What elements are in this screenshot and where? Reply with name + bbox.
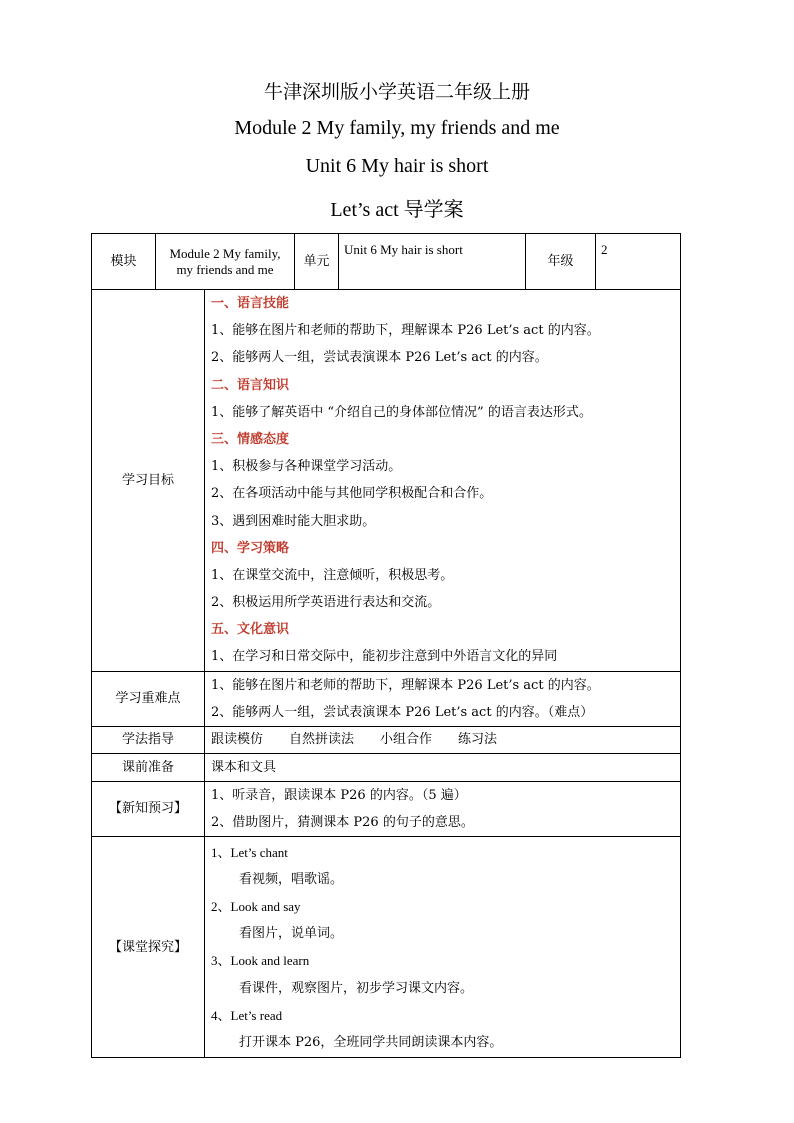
- table-row: [92, 671, 681, 726]
- module-value-line: Module 2 My family,: [169, 245, 281, 261]
- objective-line: 1、在学习和日常交际中，能初步注意到中外语言文化的异同: [211, 649, 558, 665]
- explore-step: 3、Look and learn: [211, 953, 310, 969]
- module-label: 模块: [92, 234, 156, 290]
- method-item: 练习法: [458, 732, 498, 748]
- objective-line: 1、能够在图片和老师的帮助下，理解课本 P26 Let’s act 的内容。: [211, 323, 600, 339]
- explore-step-detail: 打开课本 P26，全班同学共同朗读课本内容。: [239, 1034, 503, 1050]
- explore-step: 2、Look and say: [211, 899, 301, 914]
- objective-line: 1、能够了解英语中 “介绍自己的身体部位情况” 的语言表达形式。: [211, 404, 592, 420]
- objectives-content: [205, 290, 681, 672]
- title-unit: Unit 6 My hair is short: [305, 155, 489, 177]
- method-label: 学法指导: [92, 727, 205, 754]
- keypoints-content: [205, 671, 681, 726]
- explore-content: [205, 837, 681, 1058]
- method-content: [205, 727, 681, 754]
- explore-step-detail: 看图片，说单词。: [239, 926, 344, 942]
- objective-heading: 一、语言技能: [211, 296, 290, 311]
- prep-label: 课前准备: [92, 754, 205, 782]
- explore-step-detail: 看视频，唱歌谣。: [239, 871, 344, 887]
- keypoints-label: 学习重难点: [92, 671, 205, 726]
- objective-heading: 三、情感态度: [211, 431, 290, 447]
- lesson-plan-table: [91, 233, 681, 1058]
- title-module: Module 2 My family, my friends and me: [234, 117, 560, 139]
- objective-heading: 二、语言知识: [211, 377, 290, 393]
- title-textbook: 牛津深圳版小学英语二年级上册: [263, 81, 530, 103]
- prep-line: 课本和文具: [211, 759, 277, 775]
- preview-label: 【新知预习】: [92, 782, 205, 837]
- keypoint-line: 1、能够在图片和老师的帮助下，理解课本 P26 Let’s act 的内容。: [211, 677, 600, 693]
- table-row: [92, 727, 681, 754]
- table-row: [92, 754, 681, 782]
- preview-content: [205, 782, 681, 837]
- objective-line: 1、积极参与各种课堂学习活动。: [211, 459, 402, 475]
- table-row: [92, 782, 681, 837]
- objective-line: 2、积极运用所学英语进行表达和交流。: [211, 595, 441, 611]
- unit-value: Unit 6 My hair is short: [339, 234, 526, 290]
- explore-label: 【课堂探究】: [92, 837, 205, 1058]
- explore-step: 4、Let’s read: [211, 1007, 283, 1023]
- prep-content: [205, 754, 681, 782]
- method-item: 自然拼读法: [289, 732, 355, 748]
- module-value-line: my friends and me: [176, 261, 274, 277]
- preview-line: 1、听录音，跟读课本 P26 的内容。（5 遍）: [211, 788, 467, 803]
- method-item: 跟读模仿: [211, 732, 264, 748]
- objective-heading: 四、学习策略: [211, 540, 290, 556]
- table-row: [92, 837, 681, 1058]
- method-item: 小组合作: [380, 732, 433, 748]
- grade-value: 2: [596, 234, 681, 290]
- keypoint-line: 2、能够两人一组，尝试表演课本 P26 Let’s act 的内容。（难点）: [211, 704, 594, 720]
- objective-heading: 五、文化意识: [211, 622, 290, 638]
- objective-line: 2、在各项活动中能与其他同学积极配合和合作。: [211, 486, 493, 502]
- objective-line: 2、能够两人一组，尝试表演课本 P26 Let’s act 的内容。: [211, 350, 548, 366]
- objectives-label: 学习目标: [92, 290, 205, 672]
- grade-label: 年级: [526, 234, 596, 290]
- preview-line: 2、借助图片，猜测课本 P26 的句子的意思。: [211, 815, 474, 831]
- objective-line: 3、遇到困难时能大胆求助。: [211, 513, 376, 529]
- module-value: [156, 234, 295, 290]
- table-row: [92, 290, 681, 672]
- title-lesson: Let’s act 导学案: [330, 199, 464, 221]
- objective-line: 1、在课堂交流中，注意倾听，积极思考。: [211, 567, 454, 583]
- unit-label: 单元: [295, 234, 339, 290]
- table-row: [92, 234, 681, 290]
- explore-step: 1、Let’s chant: [211, 844, 288, 860]
- explore-step-detail: 看课件，观察图片，初步学习课文内容。: [239, 980, 474, 996]
